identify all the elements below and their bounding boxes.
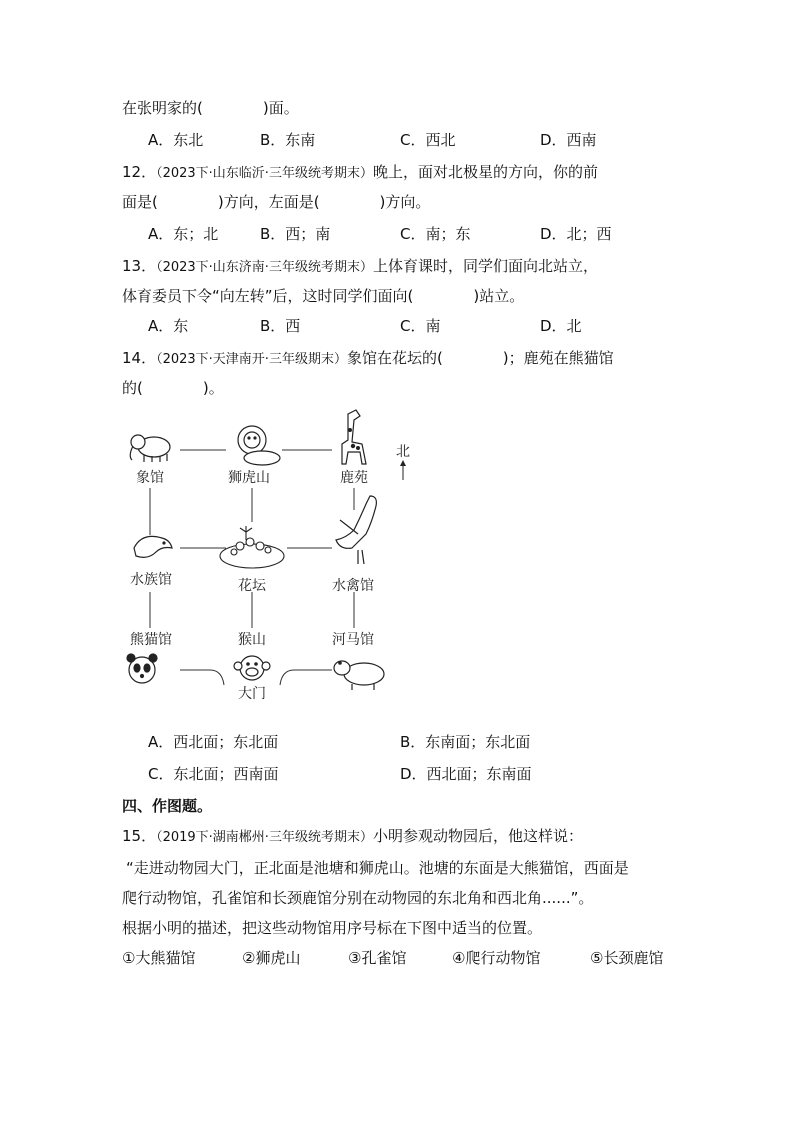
q12-option-a: A．东；北 (148, 225, 219, 243)
q14-line1 (122, 348, 614, 370)
q13-line1 (122, 256, 598, 278)
q14-text1: 象馆在花坛的( )；鹿苑在熊猫馆 (346, 349, 614, 367)
q13-source: （2023下·山东济南·三年级统考期末） (156, 260, 373, 275)
q13-line2: 体育委员下令“向左转”后，这时同学们面向( )站立。 (122, 287, 525, 305)
q15-item-3: ③孔雀馆 (348, 949, 407, 967)
q12-option-b: B．西；南 (260, 225, 331, 243)
q15-line4: 根据小明的描述，把这些动物馆用序号标在下图中适当的位置。 (122, 919, 543, 937)
q11-option-a: A．东北 (148, 131, 204, 149)
crane-icon (336, 496, 376, 564)
q14-option-a: A．西北面；东北面 (148, 733, 279, 751)
label-deer: 鹿苑 (340, 470, 368, 486)
q14-source: （2023下·天津南开·三年级期末） (156, 352, 347, 367)
section-heading: 四、作图题。 (122, 797, 213, 815)
zoo-map-diagram (122, 400, 422, 710)
panda-icon (127, 654, 157, 683)
q15-item-5: ⑤长颈鹿馆 (590, 949, 664, 967)
q13-number: 13． (122, 257, 157, 275)
q14-number: 14． (122, 349, 157, 367)
q12-option-c: C．南；东 (400, 225, 471, 243)
giraffe-icon (342, 410, 366, 464)
path-gate-right-curve (280, 670, 294, 685)
label-lion: 狮虎山 (228, 470, 270, 486)
label-flower-bed: 花坛 (238, 578, 266, 594)
path-gate-left-curve (210, 670, 224, 685)
q11-option-d: D．西南 (540, 131, 597, 149)
q14-option-c: C．东北面；西南面 (148, 765, 279, 783)
q11-text: 在张明家的( )面。 (122, 99, 299, 117)
elephant-icon (130, 435, 170, 462)
q13-option-c: C．南 (400, 317, 441, 335)
label-elephant: 象馆 (136, 470, 164, 486)
q15-line2: “走进动物园大门，正北面是池塘和狮虎山。池塘的东面是大熊猫馆，西面是 (126, 859, 629, 877)
hippo-icon (334, 661, 384, 690)
q12-text1: 晚上，面对北极星的方向，你的前 (372, 163, 598, 181)
q12-number: 12． (122, 163, 157, 181)
north-arrow-icon (400, 460, 406, 480)
q15-number: 15． (122, 827, 157, 845)
q15-item-1: ①大熊猫馆 (122, 949, 196, 967)
q15-line1 (122, 826, 583, 848)
label-gate: 大门 (238, 686, 266, 702)
q12-option-d: D．北；西 (540, 225, 612, 243)
q13-option-d: D．北 (540, 317, 582, 335)
label-aquarium: 水族馆 (130, 572, 172, 588)
q15-item-2: ②狮虎山 (242, 949, 301, 967)
label-monkey: 猴山 (238, 632, 266, 648)
label-panda: 熊猫馆 (130, 632, 172, 648)
label-bird: 水禽馆 (332, 578, 374, 594)
dolphin-icon (134, 536, 172, 557)
q13-option-a: A．东 (148, 317, 189, 335)
q11-option-b: B．东南 (260, 131, 316, 149)
q12-line2: 面是( )方向，左面是( )方向。 (122, 193, 431, 211)
q14-option-d: D．西北面；东南面 (400, 765, 532, 783)
zoo-map-svg (122, 400, 422, 710)
lion-icon (238, 426, 280, 465)
label-hippo: 河马馆 (332, 632, 374, 648)
monkey-icon (234, 656, 270, 680)
q15-source: （2019下·湖南郴州·三年级统考期末） (156, 830, 373, 845)
q15-line3: 爬行动物馆，孔雀馆和长颈鹿馆分别在动物园的东北角和西北角......”。 (122, 889, 594, 907)
q12-source: （2023下·山东临沂·三年级统考期末） (156, 166, 373, 181)
q15-item-4: ④爬行动物馆 (452, 949, 541, 967)
q14-line2: 的( )。 (122, 379, 224, 397)
q15-text1: 小明参观动物园后，他这样说： (372, 827, 583, 845)
q11-option-c: C．西北 (400, 131, 456, 149)
q12-line1 (122, 162, 598, 184)
q13-text1: 上体育课时，同学们面向北站立， (372, 257, 598, 275)
north-label: 北 (396, 444, 410, 460)
flower-bed-icon (220, 526, 284, 568)
q13-option-b: B．西 (260, 317, 301, 335)
q14-option-b: B．东南面；东北面 (400, 733, 531, 751)
